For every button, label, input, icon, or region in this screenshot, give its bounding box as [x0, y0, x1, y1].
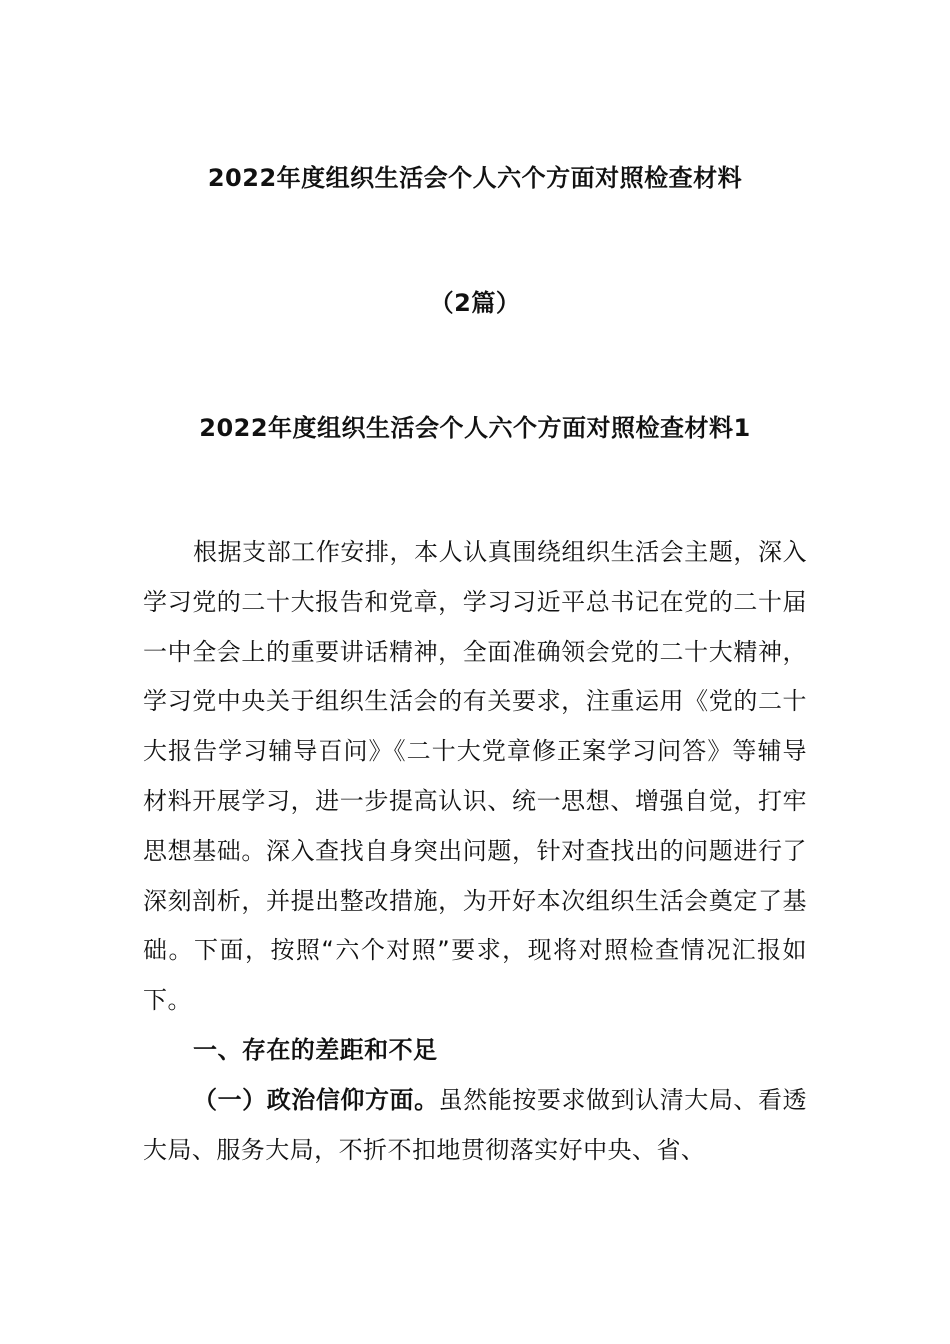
section-heading: 一、存在的差距和不足	[193, 1035, 438, 1064]
intro-paragraph: 根据支部工作安排，本人认真围绕组织生活会主题，深入学习党的二十大报告和党章，学习习近平总书记在党的二十届一中全会上的重要讲话精神，全面准确领会党的二十大精神，学习党中央关于组织生活会的有关要求，注重运用《党的二十大报告学习辅导百问》《二十大党章修正案学习问答》等辅导材料开展学习，进一步提高认识、统一思想、增强自觉，打牢思想基础。深入查找自身突出问题，针对查找出的问题进行了深刻剖析，并提出整改措施，为开好本次组织生活会奠定了基础。下面，按照“六个对照”要求，现将对照检查情况汇报如下。	[143, 538, 807, 1015]
document-title: 2022年度组织生活会个人六个方面对照检查材料	[207, 164, 743, 192]
document-body	[143, 528, 807, 1175]
article-title: 2022年度组织生活会个人六个方面对照检查材料1	[199, 414, 751, 442]
item-text: 虽然能按要求做到认清大局、看透大局、服务大局，不折不扣地贯彻落实好中央、省、	[143, 1085, 808, 1164]
document-subtitle: （2篇）	[429, 289, 521, 317]
item-lead: （一）政治信仰方面。	[193, 1085, 439, 1114]
item-paragraph	[143, 1076, 807, 1176]
